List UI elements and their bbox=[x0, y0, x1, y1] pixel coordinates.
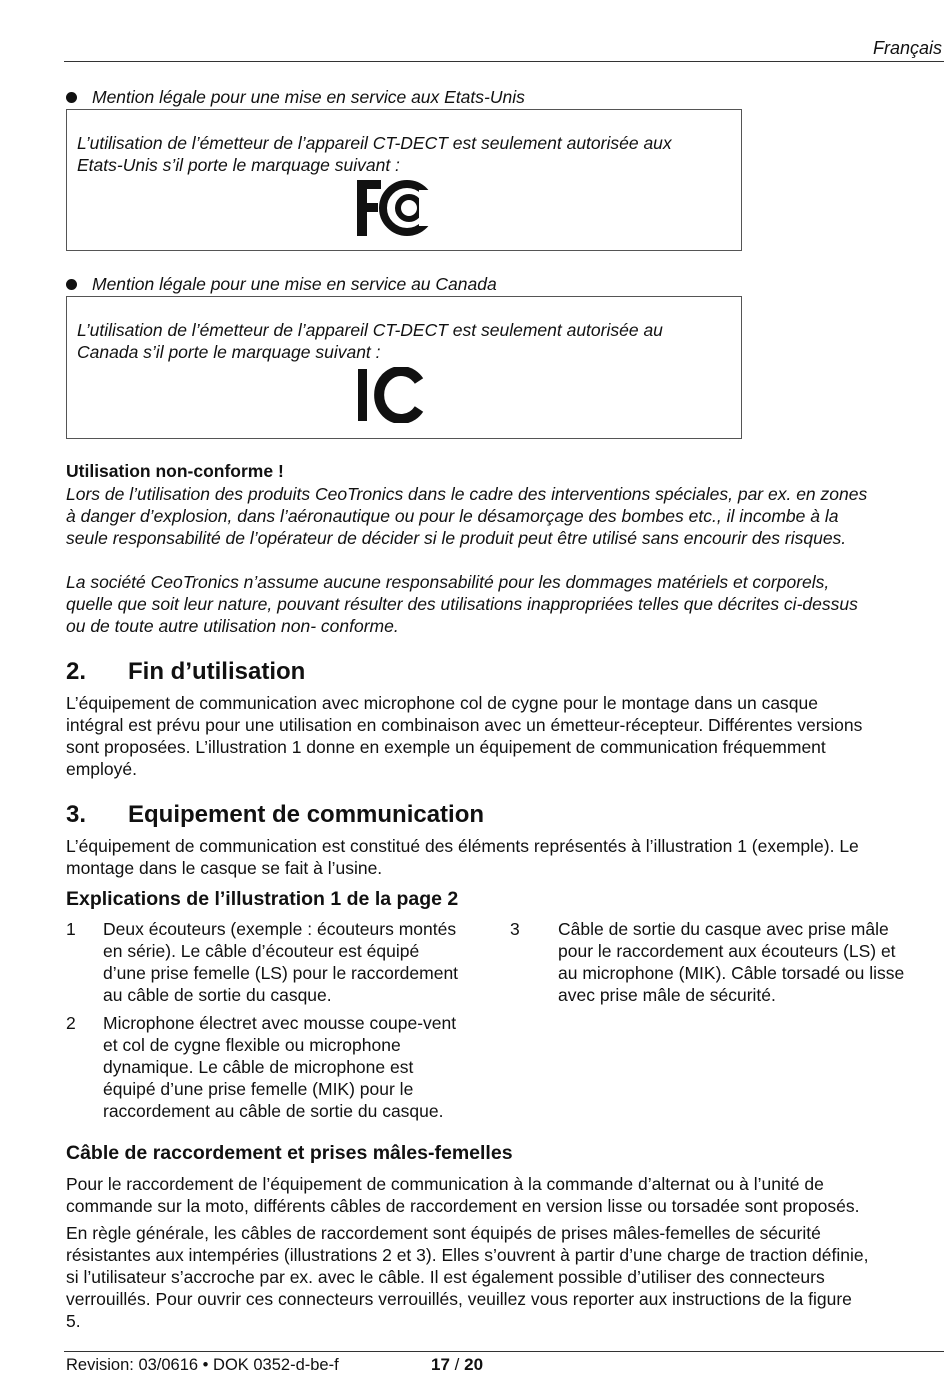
paragraph-line: quelle que soit leur nature, pouvant résulter des utilisations inappropriées telles que décrites ci-dessus bbox=[66, 594, 858, 614]
page-separator: / bbox=[454, 1355, 460, 1374]
canada-legal-heading bbox=[66, 274, 497, 295]
item-line: Câble de sortie du casque avec prise mâle bbox=[558, 919, 889, 939]
paragraph-line: L’équipement de communication avec microphone col de cygne pour le montage dans un casque bbox=[66, 693, 819, 713]
nonconform-title: Utilisation non-conforme ! bbox=[66, 461, 284, 481]
canada-legal-text bbox=[77, 319, 737, 363]
paragraph-line: employé. bbox=[66, 759, 138, 779]
paragraph-line: En règle générale, les câbles de raccordement sont équipés de prises mâles-femelles de sécurité bbox=[66, 1223, 821, 1243]
canada-legal-text-line: L’utilisation de l’émetteur de l’appareil CT-DECT est seulement autorisée au bbox=[77, 320, 663, 340]
item-text bbox=[103, 918, 503, 1006]
item-text bbox=[103, 1012, 503, 1122]
footer-revision: Revision: 03/0616 • DOK 0352-d-be-f bbox=[66, 1356, 339, 1374]
paragraph-line: montage dans le casque se fait à l’usine. bbox=[66, 858, 383, 878]
item-text bbox=[558, 918, 940, 1006]
header-rule bbox=[64, 61, 944, 62]
paragraph-line: sont proposées. L’illustration 1 donne en exemple un équipement de communication fréquemment bbox=[66, 737, 826, 757]
usa-legal-text bbox=[77, 132, 737, 176]
nonconform-paragraph-2 bbox=[66, 571, 946, 637]
paragraph-line: résistantes aux intempéries (illustrations 2 et 3). Elles s’ouvrent à partir d’une charge de traction définie, bbox=[66, 1245, 869, 1265]
section-title: Fin d’utilisation bbox=[128, 658, 306, 685]
usa-legal-heading-text: Mention légale pour une mise en service aux Etats-Unis bbox=[92, 87, 525, 107]
canada-legal-box bbox=[66, 296, 742, 439]
item-number: 3 bbox=[510, 919, 520, 939]
header-language: Français bbox=[872, 38, 942, 58]
page-total: 20 bbox=[464, 1355, 484, 1374]
paragraph-line: Lors de l’utilisation des produits CeoTronics dans le cadre des interventions spéciales, par ex. en zones bbox=[66, 484, 868, 504]
section-3-heading bbox=[66, 801, 484, 829]
item-line: au câble de sortie du casque. bbox=[103, 985, 332, 1005]
cables-title: Câble de raccordement et prises mâles-femelles bbox=[66, 1142, 513, 1164]
usa-legal-heading bbox=[66, 87, 525, 108]
item-line: pour le raccordement aux écouteurs (LS) et bbox=[558, 941, 896, 961]
item-line: raccordement au câble de sortie du casque. bbox=[103, 1101, 444, 1121]
section-title: Equipement de communication bbox=[128, 801, 485, 828]
cables-paragraph-2 bbox=[66, 1222, 942, 1332]
explanations-title: Explications de l’illustration 1 de la page 2 bbox=[66, 888, 459, 910]
usa-legal-box bbox=[66, 109, 742, 251]
paragraph-line: verrouillés. Pour ouvrir ces connecteurs verrouillés, veuillez vous reporter aux instructions de la figure bbox=[66, 1289, 852, 1309]
paragraph-line: La société CeoTronics n’assume aucune responsabilité pour les dommages matériels et corporels, bbox=[66, 572, 830, 592]
canada-legal-text-line: Canada s’il porte le marquage suivant : bbox=[77, 342, 381, 362]
paragraph-line: Pour le raccordement de l’équipement de communication à la commande d’alternat ou à l’unité de bbox=[66, 1174, 824, 1194]
fcc-logo-icon bbox=[355, 178, 437, 240]
paragraph-line: 5. bbox=[66, 1311, 81, 1331]
section-2-paragraph bbox=[66, 692, 942, 780]
cables-paragraph-1 bbox=[66, 1173, 942, 1217]
ic-logo-icon bbox=[357, 367, 427, 423]
paragraph-line: commande sur la moto, différents câbles de raccordement en version lisse ou torsadée sont proposés. bbox=[66, 1196, 860, 1216]
paragraph-line: ou de toute autre utilisation non- conforme. bbox=[66, 616, 399, 636]
item-number: 1 bbox=[66, 919, 76, 939]
nonconform-paragraph-1 bbox=[66, 483, 946, 549]
page-current: 17 bbox=[431, 1355, 450, 1374]
item-line: Deux écouteurs (exemple : écouteurs montés bbox=[103, 919, 457, 939]
bullet-icon bbox=[66, 279, 77, 290]
item-line: d’une prise femelle (LS) pour le raccordement bbox=[103, 963, 459, 983]
paragraph-line: intégral est prévu pour une utilisation en combinaison avec un émetteur-récepteur. Différentes versions bbox=[66, 715, 863, 735]
section-2-heading bbox=[66, 658, 305, 686]
section-3-paragraph bbox=[66, 835, 942, 879]
usa-legal-text-line: Etats-Unis s’il porte le marquage suivant : bbox=[77, 155, 400, 175]
item-number: 2 bbox=[66, 1013, 76, 1033]
paragraph-line: L’équipement de communication est constitué des éléments représentés à l’illustration 1 (exemple). Le bbox=[66, 836, 859, 856]
item-line: équipé d’une prise femelle (MIK) pour le bbox=[103, 1079, 414, 1099]
paragraph-line: seule responsabilité de l’opérateur de décider si le produit peut être utilisé sans encourir des risques. bbox=[66, 528, 847, 548]
canada-legal-heading-text: Mention légale pour une mise en service au Canada bbox=[92, 274, 497, 294]
item-line: avec prise mâle de sécurité. bbox=[558, 985, 776, 1005]
item-line: dynamique. Le câble de microphone est bbox=[103, 1057, 414, 1077]
section-number: 2. bbox=[66, 658, 87, 685]
footer-page-number bbox=[431, 1355, 483, 1375]
item-line: au microphone (MIK). Câble torsadé ou lisse bbox=[558, 963, 905, 983]
footer-rule bbox=[64, 1351, 944, 1352]
paragraph-line: à danger d’explosion, dans l’aéronautique ou pour le désamorçage des bombes etc., il incombe à la bbox=[66, 506, 839, 526]
item-line: Microphone électret avec mousse coupe-vent bbox=[103, 1013, 457, 1033]
item-line: et col de cygne flexible ou microphone bbox=[103, 1035, 401, 1055]
bullet-icon bbox=[66, 92, 77, 103]
section-number: 3. bbox=[66, 801, 87, 828]
paragraph-line: si l’utilisateur s’accroche par ex. avec le câble. Il est également possible d’utiliser des connecteurs bbox=[66, 1267, 825, 1287]
usa-legal-text-line: L’utilisation de l’émetteur de l’appareil CT-DECT est seulement autorisée aux bbox=[77, 133, 672, 153]
item-line: en série). Le câble d’écouteur est équipé bbox=[103, 941, 420, 961]
